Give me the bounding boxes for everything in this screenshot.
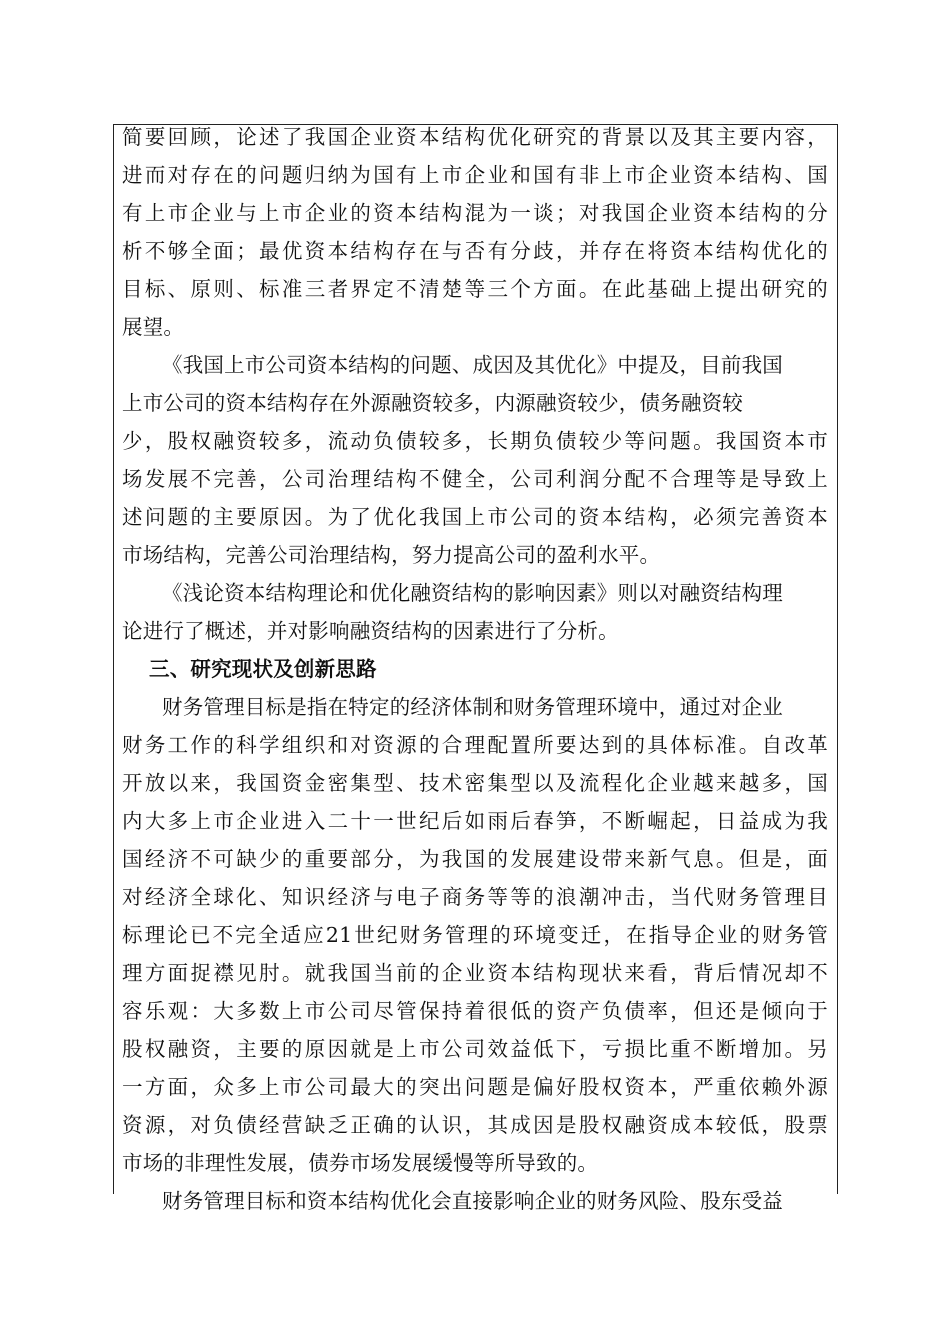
text-line: 一方面，众多上市公司最大的突出问题是偏好股权资本，严重依赖外源 bbox=[122, 1075, 828, 1099]
text-line: 简要回顾，论述了我国企业资本结构优化研究的背景以及其主要内容， bbox=[122, 125, 828, 149]
text-line: 目标、原则、标准三者界定不清楚等三个方面。在此基础上提出研究的 bbox=[122, 277, 828, 301]
paragraph-start-line: 财务管理目标是指在特定的经济体制和财务管理环境中，通过对企业 bbox=[162, 695, 783, 719]
paragraph-start-line: 《我国上市公司资本结构的问题、成因及其优化》中提及，目前我国 bbox=[162, 353, 783, 377]
paragraph-start-line: 财务管理目标和资本结构优化会直接影响企业的财务风险、股东受益 bbox=[162, 1189, 783, 1213]
text-line: 述问题的主要原因。为了优化我国上市公司的资本结构，必须完善资本 bbox=[122, 505, 828, 529]
text-line: 内大多上市企业进入二十一世纪后如雨后春笋，不断崛起，日益成为我 bbox=[122, 809, 828, 833]
paragraph-start-line: 《浅论资本结构理论和优化融资结构的影响因素》则以对融资结构理 bbox=[162, 581, 783, 605]
text-line: 少，股权融资较多，流动负债较多，长期负债较少等问题。我国资本市 bbox=[122, 429, 828, 453]
text-line: 展望。 bbox=[122, 315, 185, 339]
text-line: 场发展不完善，公司治理结构不健全，公司利润分配不合理等是导致上 bbox=[122, 467, 828, 491]
text-line: 市场结构，完善公司治理结构，努力提高公司的盈利水平。 bbox=[122, 543, 661, 567]
text-line: 容乐观：大多数上市公司尽管保持着很低的资产负债率，但还是倾向于 bbox=[122, 999, 828, 1023]
text-line: 国经济不可缺少的重要部分，为我国的发展建设带来新气息。但是，面 bbox=[122, 847, 828, 871]
text-line: 理方面捉襟见肘。就我国当前的企业资本结构现状来看，背后情况却不 bbox=[122, 961, 828, 985]
document-body bbox=[122, 118, 828, 1220]
text-line: 股权融资，主要的原因就是上市公司效益低下，亏损比重不断增加。另 bbox=[122, 1037, 828, 1061]
text-line: 财务工作的科学组织和对资源的合理配置所要达到的具体标准。自改革 bbox=[122, 733, 828, 757]
text-line: 市场的非理性发展，债券市场发展缓慢等所导致的。 bbox=[122, 1151, 599, 1175]
text-line: 进而对存在的问题归纳为国有上市企业和国有非上市企业资本结构、国 bbox=[122, 163, 828, 187]
text-line: 上市公司的资本结构存在外源融资较多，内源融资较少，债务融资较 bbox=[122, 391, 743, 415]
text-line: 资源，对负债经营缺乏正确的认识，其成因是股权融资成本较低，股票 bbox=[122, 1113, 828, 1137]
section-heading: 三、研究现状及创新思路 bbox=[149, 657, 377, 681]
text-line: 析不够全面；最优资本结构存在与否有分歧，并存在将资本结构优化的 bbox=[122, 239, 828, 263]
text-line: 对经济全球化、知识经济与电子商务等等的浪潮冲击，当代财务管理目 bbox=[122, 885, 828, 909]
text-line: 论进行了概述，并对影响融资结构的因素进行了分析。 bbox=[122, 619, 619, 643]
text-line: 标理论已不完全适应21世纪财务管理的环境变迁，在指导企业的财务管 bbox=[122, 923, 828, 947]
text-line: 开放以来，我国资金密集型、技术密集型以及流程化企业越来越多，国 bbox=[122, 771, 828, 795]
text-line: 有上市企业与上市企业的资本结构混为一谈；对我国企业资本结构的分 bbox=[122, 201, 828, 225]
